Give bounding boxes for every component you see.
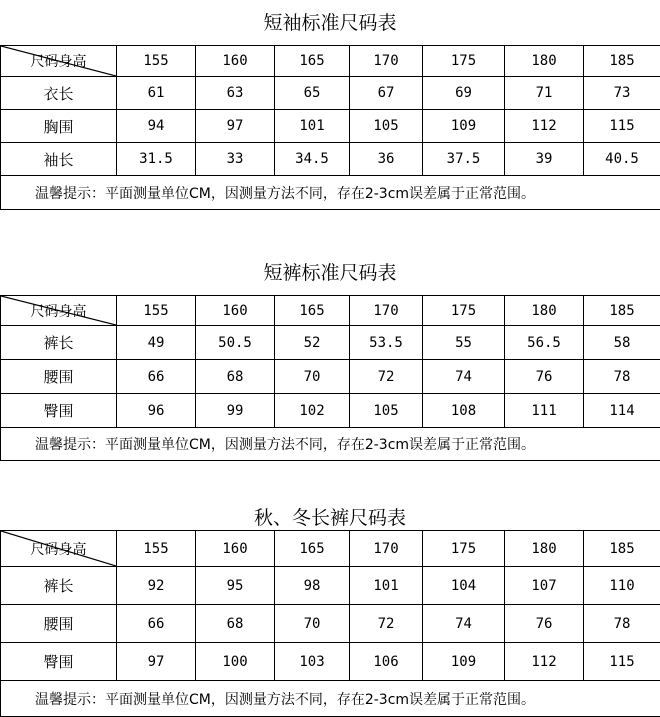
header-row <box>1 296 660 326</box>
table-row <box>1 394 660 428</box>
height-cell: 155 <box>117 296 196 326</box>
value-cell: 40.5 <box>584 143 660 176</box>
value-cell: 72 <box>350 605 423 643</box>
height-cell: 160 <box>196 531 275 567</box>
value-cell: 109 <box>423 110 505 143</box>
value-cell: 108 <box>423 394 505 428</box>
table-title: 短裤标准尺码表 <box>0 258 660 285</box>
value-cell: 39 <box>505 143 584 176</box>
height-cell: 175 <box>423 296 505 326</box>
value-cell: 109 <box>423 643 505 681</box>
note-row <box>1 176 660 210</box>
value-cell: 97 <box>196 110 275 143</box>
value-cell: 101 <box>350 567 423 605</box>
table-row <box>1 77 660 110</box>
table-row <box>1 643 660 681</box>
row-label: 衣长 <box>1 77 117 110</box>
value-cell: 104 <box>423 567 505 605</box>
height-cell: 185 <box>584 46 660 77</box>
value-cell: 110 <box>584 567 660 605</box>
corner-cell <box>1 531 117 567</box>
row-label: 腰围 <box>1 605 117 643</box>
value-cell: 63 <box>196 77 275 110</box>
value-cell: 58 <box>584 326 660 360</box>
value-cell: 106 <box>350 643 423 681</box>
value-cell: 70 <box>275 360 350 394</box>
value-cell: 111 <box>505 394 584 428</box>
value-cell: 50.5 <box>196 326 275 360</box>
size-table <box>0 45 660 210</box>
height-cell: 155 <box>117 46 196 77</box>
value-cell: 69 <box>423 77 505 110</box>
value-cell: 65 <box>275 77 350 110</box>
value-cell: 74 <box>423 360 505 394</box>
height-cell: 180 <box>505 531 584 567</box>
value-cell: 53.5 <box>350 326 423 360</box>
row-label: 袖长 <box>1 143 117 176</box>
value-cell: 67 <box>350 77 423 110</box>
value-cell: 70 <box>275 605 350 643</box>
value-cell: 31.5 <box>117 143 196 176</box>
height-cell: 170 <box>350 531 423 567</box>
note-row <box>1 428 660 461</box>
value-cell: 115 <box>584 110 660 143</box>
value-cell: 112 <box>505 110 584 143</box>
value-cell: 94 <box>117 110 196 143</box>
table-title: 短袖标准尺码表 <box>0 8 660 35</box>
table-title: 秋、冬长裤尺码表 <box>0 503 660 530</box>
note-row <box>1 681 660 717</box>
size-table <box>0 295 660 461</box>
height-cell: 165 <box>275 296 350 326</box>
row-label: 臀围 <box>1 643 117 681</box>
value-cell: 105 <box>350 394 423 428</box>
row-label: 臀围 <box>1 394 117 428</box>
table-row <box>1 326 660 360</box>
value-cell: 52 <box>275 326 350 360</box>
row-label: 裤长 <box>1 567 117 605</box>
value-cell: 101 <box>275 110 350 143</box>
header-row <box>1 531 660 567</box>
height-cell: 175 <box>423 531 505 567</box>
value-cell: 68 <box>196 605 275 643</box>
value-cell: 72 <box>350 360 423 394</box>
value-cell: 112 <box>505 643 584 681</box>
table-row <box>1 605 660 643</box>
corner-cell <box>1 46 117 77</box>
value-cell: 34.5 <box>275 143 350 176</box>
value-cell: 103 <box>275 643 350 681</box>
value-cell: 96 <box>117 394 196 428</box>
header-row <box>1 46 660 77</box>
value-cell: 55 <box>423 326 505 360</box>
corner-cell <box>1 296 117 326</box>
measurement-note: 温馨提示：平面测量单位CM，因测量方法不同，存在2-3cm误差属于正常范围。 <box>1 176 660 210</box>
value-cell: 92 <box>117 567 196 605</box>
value-cell: 100 <box>196 643 275 681</box>
height-cell: 170 <box>350 46 423 77</box>
value-cell: 114 <box>584 394 660 428</box>
value-cell: 37.5 <box>423 143 505 176</box>
value-cell: 76 <box>505 360 584 394</box>
row-label: 裤长 <box>1 326 117 360</box>
value-cell: 107 <box>505 567 584 605</box>
value-cell: 97 <box>117 643 196 681</box>
table-row <box>1 567 660 605</box>
value-cell: 78 <box>584 360 660 394</box>
table-row <box>1 143 660 176</box>
value-cell: 95 <box>196 567 275 605</box>
value-cell: 102 <box>275 394 350 428</box>
value-cell: 76 <box>505 605 584 643</box>
table-row <box>1 360 660 394</box>
size-table <box>0 530 660 717</box>
value-cell: 33 <box>196 143 275 176</box>
value-cell: 66 <box>117 605 196 643</box>
value-cell: 74 <box>423 605 505 643</box>
height-cell: 185 <box>584 296 660 326</box>
value-cell: 68 <box>196 360 275 394</box>
row-label: 腰围 <box>1 360 117 394</box>
value-cell: 115 <box>584 643 660 681</box>
value-cell: 99 <box>196 394 275 428</box>
header-label: 尺码身高 <box>31 304 87 320</box>
row-label: 胸围 <box>1 110 117 143</box>
height-cell: 160 <box>196 46 275 77</box>
value-cell: 56.5 <box>505 326 584 360</box>
height-cell: 185 <box>584 531 660 567</box>
height-cell: 175 <box>423 46 505 77</box>
value-cell: 66 <box>117 360 196 394</box>
value-cell: 61 <box>117 77 196 110</box>
height-cell: 165 <box>275 46 350 77</box>
height-cell: 180 <box>505 46 584 77</box>
height-cell: 165 <box>275 531 350 567</box>
value-cell: 78 <box>584 605 660 643</box>
value-cell: 36 <box>350 143 423 176</box>
measurement-note: 温馨提示：平面测量单位CM，因测量方法不同，存在2-3cm误差属于正常范围。 <box>1 428 660 461</box>
value-cell: 73 <box>584 77 660 110</box>
height-cell: 155 <box>117 531 196 567</box>
value-cell: 98 <box>275 567 350 605</box>
height-cell: 170 <box>350 296 423 326</box>
value-cell: 105 <box>350 110 423 143</box>
table-row <box>1 110 660 143</box>
height-cell: 180 <box>505 296 584 326</box>
value-cell: 49 <box>117 326 196 360</box>
header-label: 尺码身高 <box>31 542 87 558</box>
height-cell: 160 <box>196 296 275 326</box>
header-label: 尺码身高 <box>31 54 87 70</box>
value-cell: 71 <box>505 77 584 110</box>
measurement-note: 温馨提示：平面测量单位CM，因测量方法不同，存在2-3cm误差属于正常范围。 <box>1 681 660 717</box>
